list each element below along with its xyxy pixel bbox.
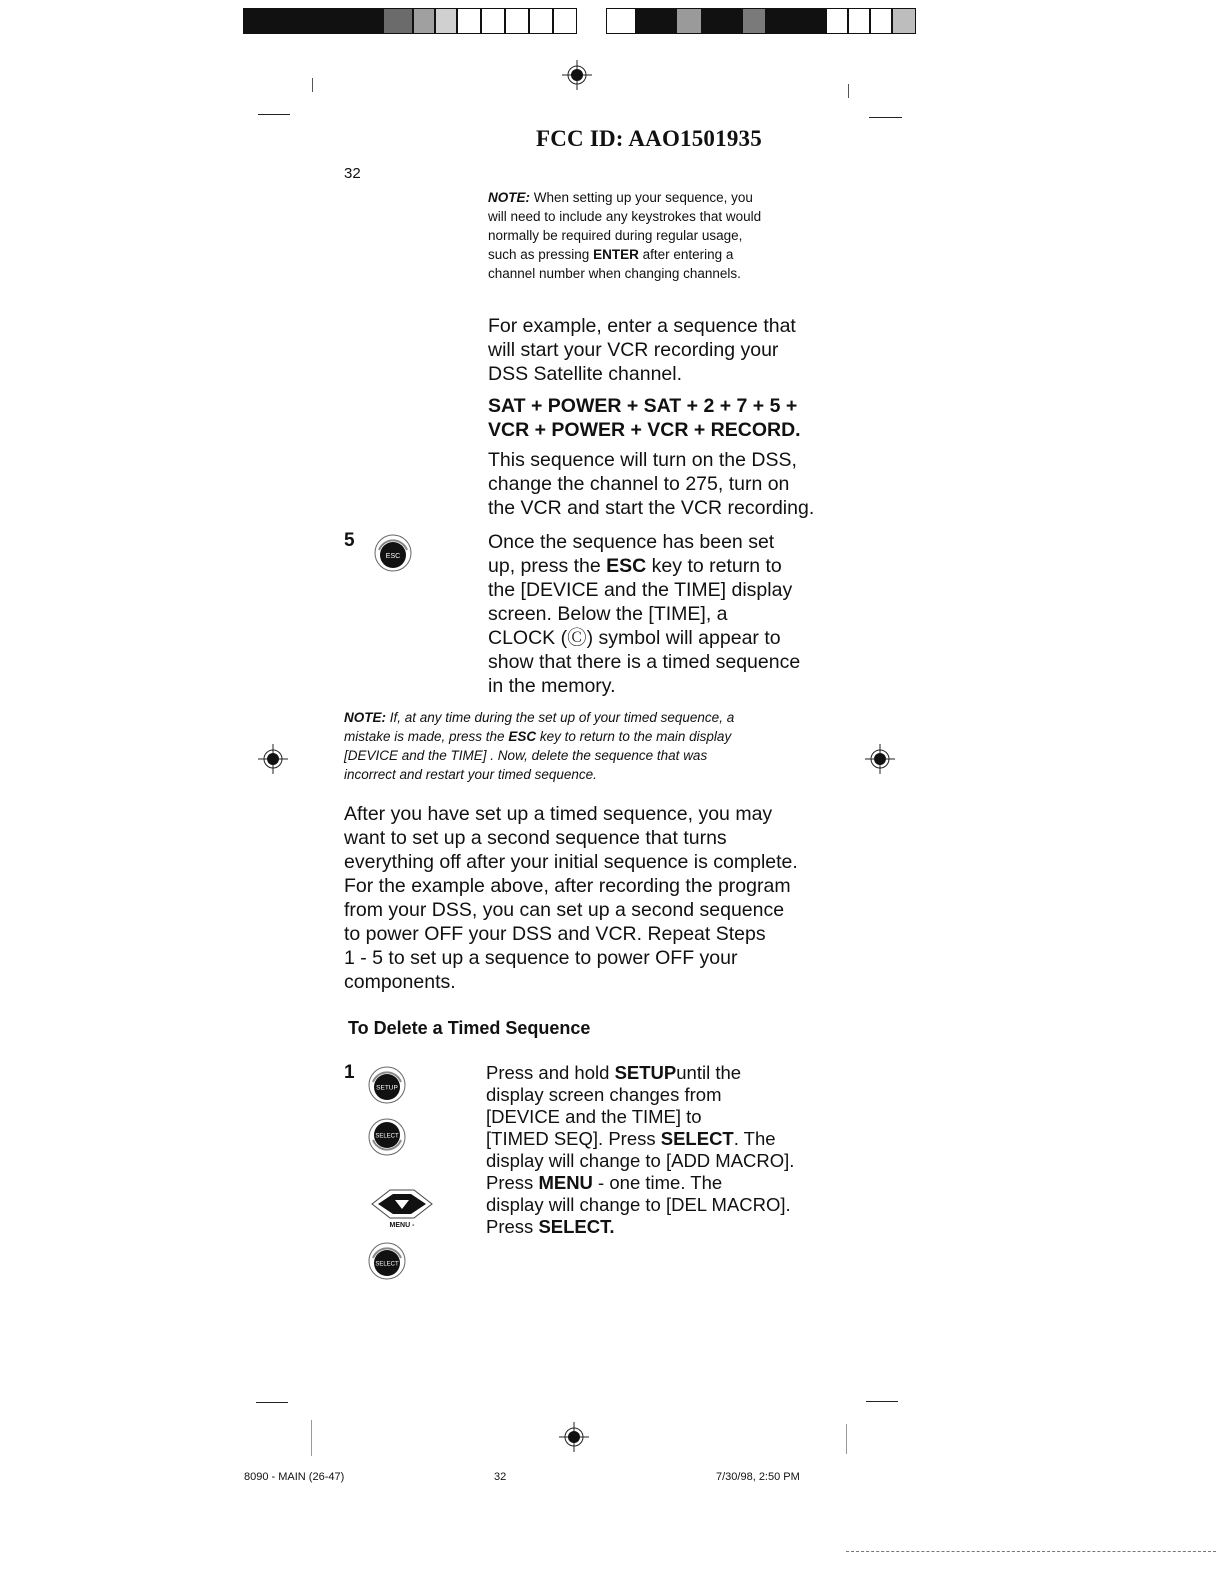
crop-mark-top-right-vertical (848, 84, 849, 98)
delete-step-line: [TIMED SEQ]. Press (486, 1128, 661, 1149)
select-button-2-label: SELECT (375, 1261, 399, 1268)
delete-step-key: MENU (538, 1172, 593, 1193)
select-button-icon (368, 1118, 406, 1156)
sequence-explanation (488, 448, 828, 520)
example-line: DSS Satellite channel. (488, 363, 683, 385)
color-bar-left (243, 8, 577, 34)
delete-step-line: display will change to [ADD MACRO]. (486, 1150, 795, 1171)
note-top-label: NOTE: (488, 190, 530, 205)
note-top (488, 188, 828, 283)
step-5-line: show that there is a timed sequence (488, 651, 801, 673)
footer-left: 8090 - MAIN (26-47) (244, 1471, 345, 1483)
menu-down-button-icon (368, 1184, 436, 1228)
after-line: to power OFF your DSS and VCR. Repeat Steps (344, 923, 766, 945)
crop-mark-bottom-left (256, 1402, 288, 1403)
delete-step-line: display will change to [DEL MACRO]. (486, 1194, 791, 1215)
delete-step-line: Press (486, 1172, 539, 1193)
explain-line: This sequence will turn on the DSS, (488, 449, 797, 471)
note-top-line: such as pressing (488, 247, 594, 262)
page-number-top: 32 (344, 165, 361, 182)
esc-button-label: ESC (385, 553, 401, 560)
crop-mark-top-left (258, 114, 290, 115)
after-line: everything off after your initial sequence is complete. (344, 851, 798, 873)
step-5-line: in the memory. (488, 675, 616, 697)
note-middle-line: incorrect and restart your timed sequence. (344, 767, 597, 782)
registration-mark-top-icon (562, 60, 592, 90)
scan-edge-line (846, 1551, 1216, 1553)
color-bar-right (606, 8, 916, 34)
registration-mark-right-icon (865, 744, 895, 774)
after-line: 1 - 5 to set up a sequence to power OFF your (344, 947, 738, 969)
note-top-key: ENTER (593, 247, 639, 262)
crop-mark-top-right (869, 117, 902, 118)
after-line: For the example above, after recording the program (344, 875, 791, 897)
note-middle-line: [DEVICE and the TIME] . Now, delete the sequence that was (344, 748, 708, 763)
after-line: from your DSS, you can set up a second sequence (344, 899, 785, 921)
sequence-keys (488, 394, 828, 442)
after-paragraph (344, 802, 824, 994)
note-top-line: When setting up your sequence, you (533, 190, 753, 205)
example-line: will start your VCR recording your (488, 339, 779, 361)
delete-step-line: [DEVICE and the TIME] to (486, 1106, 702, 1127)
note-middle-key: ESC (508, 729, 537, 744)
select-button-2-icon (368, 1242, 406, 1280)
setup-button-icon (368, 1066, 406, 1104)
note-top-line: channel number when changing channels. (488, 266, 741, 281)
step-5-line: screen. Below the [TIME], a (488, 603, 728, 625)
delete-step-key: SELECT. (538, 1216, 615, 1237)
crop-mark-bottom-left-vertical (311, 1420, 312, 1456)
registration-mark-bottom-icon (559, 1422, 589, 1452)
delete-step-key: SELECT (660, 1128, 734, 1149)
step-5-line: Once the sequence has been set (488, 531, 775, 553)
after-line: After you have set up a timed sequence, you may (344, 803, 773, 825)
menu-button-label: MENU - (389, 1222, 415, 1228)
delete-step-1-number: 1 (344, 1062, 355, 1083)
explain-line: change the channel to 275, turn on (488, 473, 790, 495)
note-top-line: will need to include any keystrokes that would (488, 209, 762, 224)
step-5-number: 5 (344, 530, 355, 551)
setup-button-label: SETUP (376, 1084, 398, 1092)
crop-mark-top-left-vertical (312, 78, 313, 92)
footer-right: 7/30/98, 2:50 PM (716, 1471, 800, 1483)
delete-step-key: SETUP (614, 1062, 677, 1083)
note-top-line: normally be required during regular usage, (488, 228, 743, 243)
delete-step-line: Press (486, 1216, 539, 1237)
delete-step-1-text (486, 1062, 846, 1238)
sequence-line: SAT + POWER + SAT + 2 + 7 + 5 + (488, 395, 798, 417)
step-5-key: ESC (606, 555, 647, 577)
sequence-line: VCR + POWER + VCR + RECORD. (488, 419, 801, 441)
note-middle-line: key to return to the main display (536, 729, 732, 744)
fcc-id-heading: FCC ID: AAO1501935 (536, 126, 762, 151)
delete-step-line: until the (676, 1062, 742, 1083)
after-line: components. (344, 971, 456, 993)
footer-center: 32 (494, 1471, 507, 1483)
step-5-text (488, 530, 828, 698)
delete-step-line: . The (733, 1128, 776, 1149)
delete-section-heading: To Delete a Timed Sequence (348, 1018, 591, 1038)
note-middle-line: If, at any time during the set up of your timed sequence, a (386, 710, 735, 725)
note-middle-label: NOTE: (344, 710, 386, 725)
step-5-line: the [DEVICE and the TIME] display (488, 579, 793, 601)
example-paragraph (488, 314, 828, 386)
explain-line: the VCR and start the VCR recording. (488, 497, 815, 519)
note-top-line: after entering a (638, 247, 734, 262)
step-5-line: up, press the (488, 555, 607, 577)
esc-button-icon (374, 534, 412, 572)
delete-step-line: display screen changes from (486, 1084, 722, 1105)
after-line: want to set up a second sequence that turns (344, 827, 727, 849)
note-middle-line: mistake is made, press the (344, 729, 509, 744)
delete-step-line: Press and hold (486, 1062, 615, 1083)
registration-mark-left-icon (258, 744, 288, 774)
note-middle (344, 708, 824, 784)
select-button-label: SELECT (375, 1133, 399, 1140)
step-5-line: CLOCK (Ⓒ) symbol will appear to (488, 627, 781, 649)
delete-step-line: - one time. The (592, 1172, 723, 1193)
example-line: For example, enter a sequence that (488, 315, 796, 337)
step-5-line: key to return to (646, 555, 782, 577)
crop-mark-bottom-right-vertical (846, 1424, 847, 1454)
crop-mark-bottom-right (866, 1401, 898, 1402)
